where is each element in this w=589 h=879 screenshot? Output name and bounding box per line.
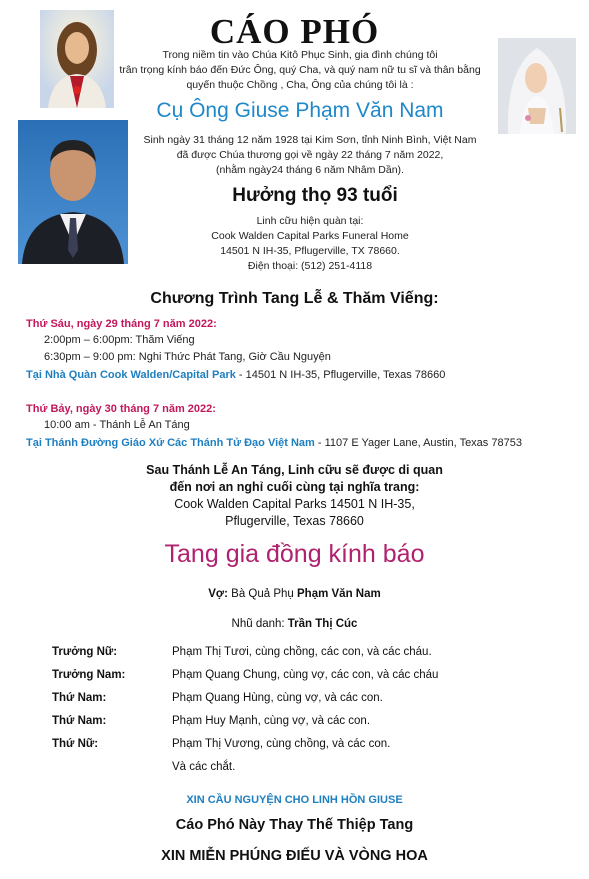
age-heading: Hưởng thọ 93 tuổi: [232, 185, 398, 206]
wife-name: Phạm Văn Nam: [297, 588, 381, 600]
intro-line: trân trọng kính báo đến Đức Ông, quý Cha, và quý nam nữ tu sĩ và thân bằng: [119, 64, 481, 76]
lying-line: Điện thoại: (512) 251-4118: [247, 260, 373, 272]
relative-relation: Thứ Nữ:: [52, 738, 99, 750]
friday-date: Thứ Sáu, ngày 29 tháng 7 năm 2022:: [26, 318, 217, 330]
relative-relation: Thứ Nam:: [52, 692, 107, 704]
relative-name: Phạm Quang Hùng, cùng vợ, và các con.: [172, 692, 383, 704]
mary-portrait: [498, 38, 576, 134]
bio-line: đã được Chúa thương gọi về ngày 22 tháng 7 năm 2022,: [176, 149, 444, 161]
intro-line: Trong niềm tin vào Chúa Kitô Phục Sinh, gia đình chúng tôi: [162, 49, 438, 61]
wife-value: Bà Quả Phụ: [227, 588, 297, 600]
prayer-request: XIN CẦU NGUYỆN CHO LINH HỒN GIUSE: [186, 794, 403, 806]
relative-name: Phạm Thị Vương, cùng chồng, và các con.: [172, 738, 391, 750]
wife-label: Vợ:: [208, 588, 228, 600]
friday-item: 6:30pm – 9:00 pm: Nghi Thức Phát Tang, Giờ Cầu Nguyện: [44, 351, 331, 363]
burial-info: [0, 462, 589, 530]
saturday-place: [26, 437, 522, 449]
burial-line: Sau Thánh Lễ An Táng, Linh cữu sẽ được di quan: [146, 463, 443, 477]
relative-relation: Thứ Nam:: [52, 715, 107, 727]
bio-line: Sinh ngày 31 tháng 12 năm 1928 tại Kim Sơn, tỉnh Ninh Bình, Việt Nam: [143, 134, 477, 146]
saturday-place-name: Tại Thánh Đường Giáo Xứ Các Thánh Tử Đạo Việt Nam: [26, 437, 315, 449]
burial-line: đến nơi an nghỉ cuối cùng tại nghĩa trang:: [169, 480, 420, 494]
lying-line: 14501 N IH-35, Pflugerville, TX 78660.: [220, 245, 400, 257]
deceased-name: Cụ Ông Giuse Phạm Văn Nam: [156, 99, 444, 122]
obituary-title: CÁO PHÓ: [209, 12, 380, 51]
intro-text: [119, 48, 481, 93]
program-title: Chương Trình Tang Lễ & Thăm Viếng:: [150, 290, 439, 307]
friday-place-name: Tại Nhà Quàn Cook Walden/Capital Park: [26, 369, 236, 381]
lying-in-state: [150, 214, 470, 274]
friday-item: 2:00pm – 6:00pm: Thăm Viếng: [44, 334, 195, 346]
friday-place: [26, 369, 445, 381]
relative-relation: Trưởng Nam:: [52, 669, 126, 681]
relative-name: Phạm Thị Tươi, cùng chồng, các con, và các cháu.: [172, 646, 432, 658]
replacement-note: Cáo Phó Này Thay Thế Thiệp Tang: [175, 817, 414, 833]
no-flowers-note: XIN MIỄN PHÚNG ĐIẾU VÀ VÒNG HOA: [161, 848, 428, 864]
saturday-item: 10:00 am - Thánh Lễ An Táng: [44, 419, 190, 431]
burial-line: Pflugerville, Texas 78660: [225, 514, 364, 528]
great-grandchildren: Và các chắt.: [172, 761, 236, 773]
intro-line: quyến thuộc Chồng , Cha, Ông của chúng tôi là :: [186, 79, 414, 91]
lying-line: Linh cữu hiện quàn tại:: [256, 215, 364, 227]
lying-line: Cook Walden Capital Parks Funeral Home: [211, 230, 409, 242]
relative-relation: Trưởng Nữ:: [52, 646, 118, 658]
wife-line: [0, 588, 589, 600]
relative-name: Phạm Huy Mạnh, cùng vợ, và các con.: [172, 715, 371, 727]
burial-line: Cook Walden Capital Parks 14501 N IH-35,: [174, 497, 415, 511]
saturday-place-address: - 1107 E Yager Lane, Austin, Texas 78753: [314, 437, 522, 449]
family-announcement-title: Tang gia đồng kính báo: [164, 540, 425, 568]
bio-line: (nhằm ngày24 tháng 6 năm Nhâm Dần).: [216, 164, 404, 176]
bio-text: [143, 133, 477, 178]
deceased-portrait: [18, 120, 128, 264]
maiden-name: Trần Thị Cúc: [287, 618, 358, 630]
maiden-label: Nhũ danh:: [231, 618, 288, 630]
maiden-name-line: [0, 618, 589, 630]
relative-name: Phạm Quang Chung, cùng vợ, các con, và các cháu: [172, 669, 439, 681]
friday-place-address: - 14501 N IH-35, Pflugerville, Texas 78660: [235, 369, 446, 381]
saturday-date: Thứ Bảy, ngày 30 tháng 7 năm 2022:: [26, 403, 216, 415]
